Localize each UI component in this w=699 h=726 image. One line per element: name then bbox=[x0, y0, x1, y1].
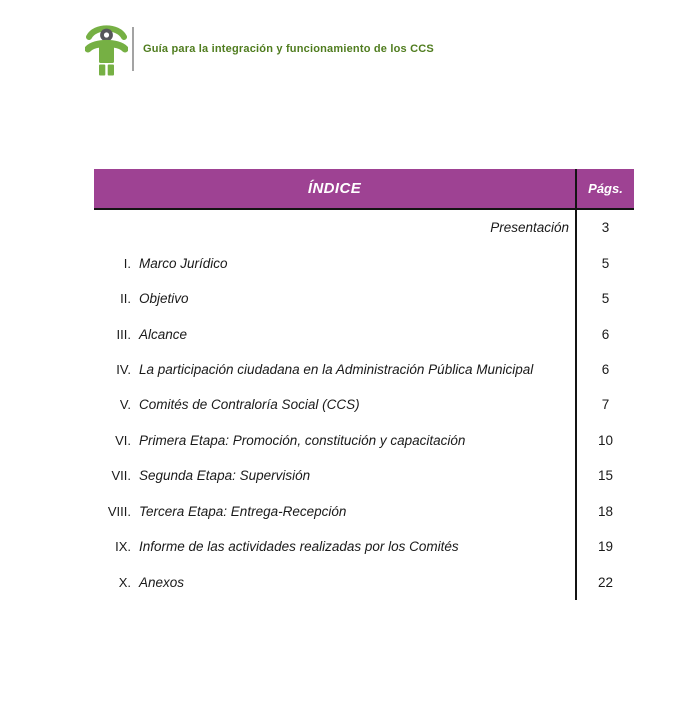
toc-row-numeral: II. bbox=[120, 291, 131, 307]
toc-row-page-number: 18 bbox=[575, 494, 634, 529]
toc-row-page-number: 6 bbox=[575, 352, 634, 387]
toc-row-numeral: VII. bbox=[111, 468, 131, 484]
toc-row-title: Primera Etapa: Promoción, constitución y capacitación bbox=[139, 432, 466, 448]
toc-row-participacion-ciudadana bbox=[94, 352, 634, 387]
toc-row-title: Marco Jurídico bbox=[139, 255, 228, 271]
toc-row-numeral: V. bbox=[119, 397, 131, 413]
toc-row-informe-actividades bbox=[94, 529, 634, 564]
toc-row-page-number: 3 bbox=[575, 210, 634, 245]
toc-row-tercera-etapa bbox=[94, 494, 634, 529]
toc-header-row bbox=[94, 169, 634, 210]
toc-row-title: Objetivo bbox=[139, 291, 189, 307]
toc-row-numeral: I. bbox=[123, 255, 131, 271]
toc-row-numeral: X. bbox=[118, 574, 131, 590]
toc-row-alcance bbox=[94, 316, 634, 351]
toc-row-page-number: 22 bbox=[575, 565, 634, 600]
toc-row-title: Segunda Etapa: Supervisión bbox=[139, 468, 311, 484]
toc-row-title: Alcance bbox=[139, 326, 188, 342]
toc-row-page-number: 5 bbox=[575, 281, 634, 316]
toc-title: ÍNDICE bbox=[307, 180, 362, 197]
toc-row-title: La participación ciudadana en la Administración Pública Municipal bbox=[139, 362, 534, 378]
toc-row-title: Presentación bbox=[490, 220, 569, 236]
toc-row-title: Comités de Contraloría Social (CCS) bbox=[139, 397, 360, 413]
toc-row-title: Informe de las actividades realizadas por los Comités bbox=[139, 539, 459, 555]
header-divider bbox=[132, 27, 134, 71]
toc-row-presentacion bbox=[94, 210, 634, 245]
toc-row-numeral: III. bbox=[116, 326, 131, 342]
toc-row-page-number: 10 bbox=[575, 423, 634, 458]
toc-row-title: Tercera Etapa: Entrega-Recepción bbox=[139, 503, 347, 519]
toc-row-marco-juridico bbox=[94, 245, 634, 280]
toc-table bbox=[94, 169, 634, 600]
document-header bbox=[85, 22, 434, 76]
document-header-title: Guía para la integración y funcionamiento de los CCS bbox=[143, 43, 434, 55]
toc-row-objetivo bbox=[94, 281, 634, 316]
toc-pages-column-header: Págs. bbox=[575, 169, 634, 208]
toc-row-anexos bbox=[94, 565, 634, 600]
contraloria-social-logo-icon bbox=[85, 22, 128, 76]
toc-row-numeral: IX. bbox=[115, 539, 131, 555]
toc-row-page-number: 6 bbox=[575, 316, 634, 351]
toc-row-numeral: IV. bbox=[116, 362, 131, 378]
toc-row-numeral: VI. bbox=[115, 432, 131, 448]
toc-row-segunda-etapa bbox=[94, 458, 634, 493]
toc-row-primera-etapa bbox=[94, 423, 634, 458]
toc-row-page-number: 15 bbox=[575, 458, 634, 493]
toc-row-page-number: 5 bbox=[575, 245, 634, 280]
toc-row-comites-ccs bbox=[94, 387, 634, 422]
toc-body bbox=[94, 210, 634, 600]
toc-row-page-number: 19 bbox=[575, 529, 634, 564]
toc-row-numeral: VIII. bbox=[107, 503, 131, 519]
toc-row-title: Anexos bbox=[139, 574, 185, 590]
toc-row-page-number: 7 bbox=[575, 387, 634, 422]
